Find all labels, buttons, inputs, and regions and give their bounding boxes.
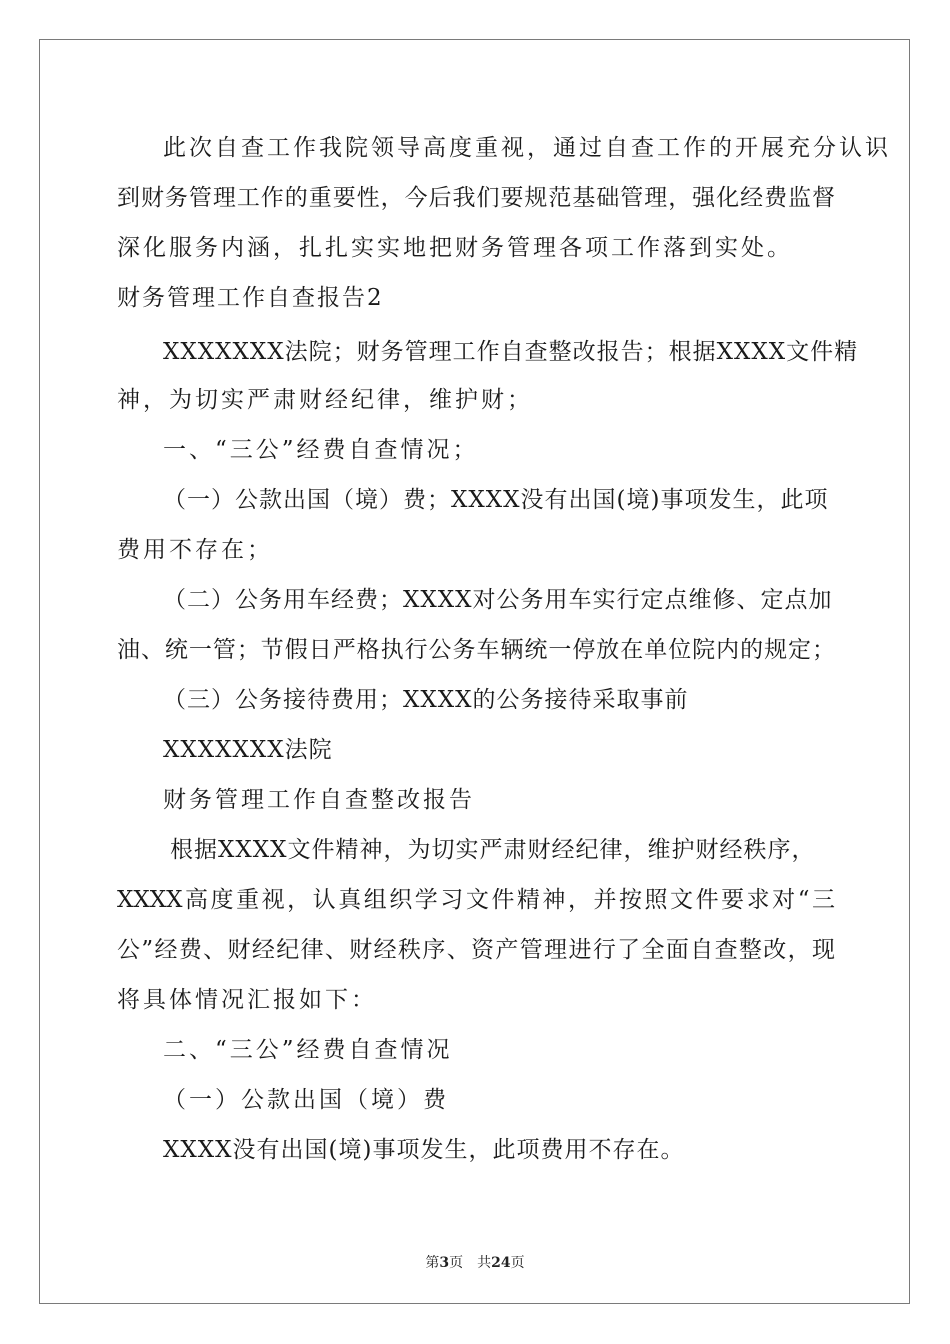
total-prefix: 共 [477, 1255, 492, 1271]
paragraph-line: 公”经费、财经纪律、财经秩序、资产管理进行了全面自查整改，现 [117, 937, 835, 963]
total-count: 24 [491, 1255, 511, 1271]
page-suffix: 页 [449, 1255, 464, 1271]
paragraph-line: （一）公款出国（境）费；XXXX没有出国(境)事项发生，此项 [163, 487, 829, 513]
page-prefix: 第 [425, 1255, 440, 1271]
paragraph-line: 油、统一管；节假日严格执行公务车辆统一停放在单位院内的规定； [117, 637, 835, 663]
page-number [425, 1255, 463, 1271]
page-footer [0, 1254, 950, 1272]
paragraph-line: 深化服务内涵，扎扎实实地把财务管理各项工作落到实处。 [117, 235, 793, 261]
paragraph-line: 财务管理工作自查整改报告 [163, 787, 475, 813]
section-heading: 财务管理工作自查报告2 [117, 285, 384, 311]
paragraph-line: （二）公务用车经费；XXXX对公务用车实行定点维修、定点加 [163, 587, 833, 613]
paragraph-line: 将具体情况汇报如下： [117, 987, 377, 1013]
paragraph-line: （一）公款出国（境）费 [163, 1087, 449, 1113]
paragraph-line: 神，为切实严肃财经纪律，维护财； [117, 387, 533, 413]
paragraph-line: 此次自查工作我院领导高度重视，通过自查工作的开展充分认识 [163, 135, 891, 161]
paragraph-line: XXXXXXX法院；财务管理工作自查整改报告；根据XXXX文件精 [163, 339, 859, 365]
paragraph-line: （三）公务接待费用；XXXX的公务接待采取事前 [163, 687, 689, 713]
paragraph-line: 一、“三公”经费自查情况； [163, 437, 479, 463]
paragraph-line: XXXX高度重视，认真组织学习文件精神，并按照文件要求对“三 [117, 887, 835, 913]
total-suffix: 页 [510, 1255, 525, 1271]
paragraph-line: 费用不存在； [117, 537, 273, 563]
paragraph-line: 到财务管理工作的重要性，今后我们要规范基础管理，强化经费监督 [117, 185, 835, 211]
paragraph-line: 根据XXXX文件精神，为切实严肃财经纪律，维护财经秩序， [170, 837, 816, 863]
page-current: 3 [439, 1255, 450, 1271]
paragraph-line: 二、“三公”经费自查情况 [163, 1037, 453, 1063]
page-total [477, 1255, 524, 1271]
paragraph-line: XXXXXXX法院 [163, 737, 333, 763]
paragraph-line: XXXX没有出国(境)事项发生，此项费用不存在。 [163, 1137, 685, 1163]
